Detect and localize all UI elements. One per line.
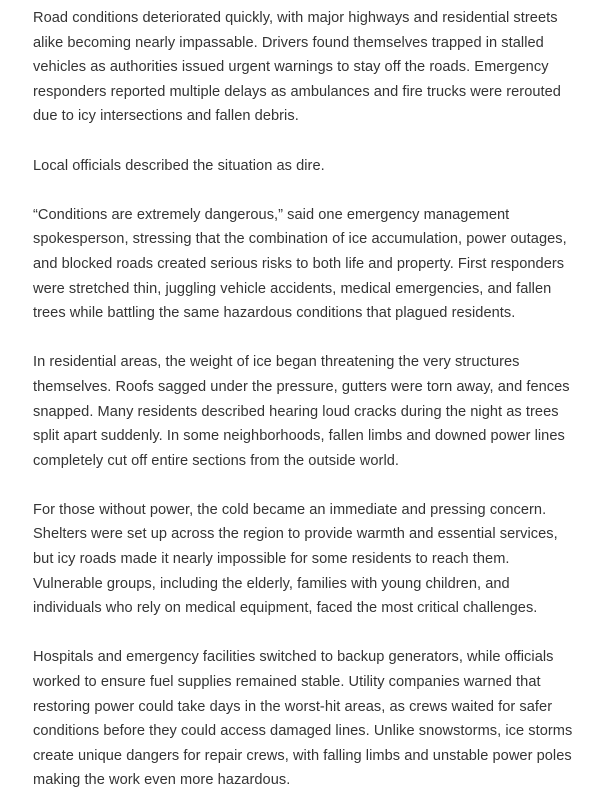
paragraph-residential-damage: In residential areas, the weight of ice began threatening the very structures themselves. Roofs sagged under the pressure, gutters were torn away, and fences snapped. Many residents described hearing loud cracks during the night as trees split apart suddenly. In some neighborhoods, fallen limbs and downed power lines completely cut off entire sections from the outside world.	[33, 354, 570, 469]
article-body	[33, 6, 578, 793]
paragraph-officials-dire: Local officials described the situation as dire.	[33, 157, 325, 174]
paragraph-hospitals-utilities: Hospitals and emergency facilities switched to backup generators, while officials worked to ensure fuel supplies remained stable. Utility companies warned that restoring power could take days in the worst-hit areas, as crews waited for safer conditions before they could access damaged lines. Unlike snowstorms, ice storms create unique dangers for repair crews, with falling limbs and unstable power poles making the work even more hazardous.	[33, 649, 573, 789]
paragraph-shelters: For those without power, the cold became an immediate and pressing concern. Shelters were set up across the region to provide warmth and essential services, but icy roads made it nearly impossible for some residents to reach them. Vulnerable groups, including the elderly, families with young children, and individuals who rely on medical equipment, faced the most critical challenges.	[33, 501, 558, 617]
paragraph-road-conditions: Road conditions deteriorated quickly, with major highways and residential streets alike becoming nearly impassable. Drivers found themselves trapped in stalled vehicles as authorities issued urgent warnings to stay off the roads. Emergency responders reported multiple delays as ambulances and fire trucks were rerouted due to icy intersections and fallen debris.	[33, 10, 561, 125]
paragraph-spokesperson-quote: “Conditions are extremely dangerous,” said one emergency management spokesperson, stressing that the combination of ice accumulation, power outages, and blocked roads created serious risks to both life and property. First responders were stretched thin, juggling vehicle accidents, medical emergencies, and fallen trees while battling the same hazardous conditions that plagued residents.	[33, 206, 567, 322]
